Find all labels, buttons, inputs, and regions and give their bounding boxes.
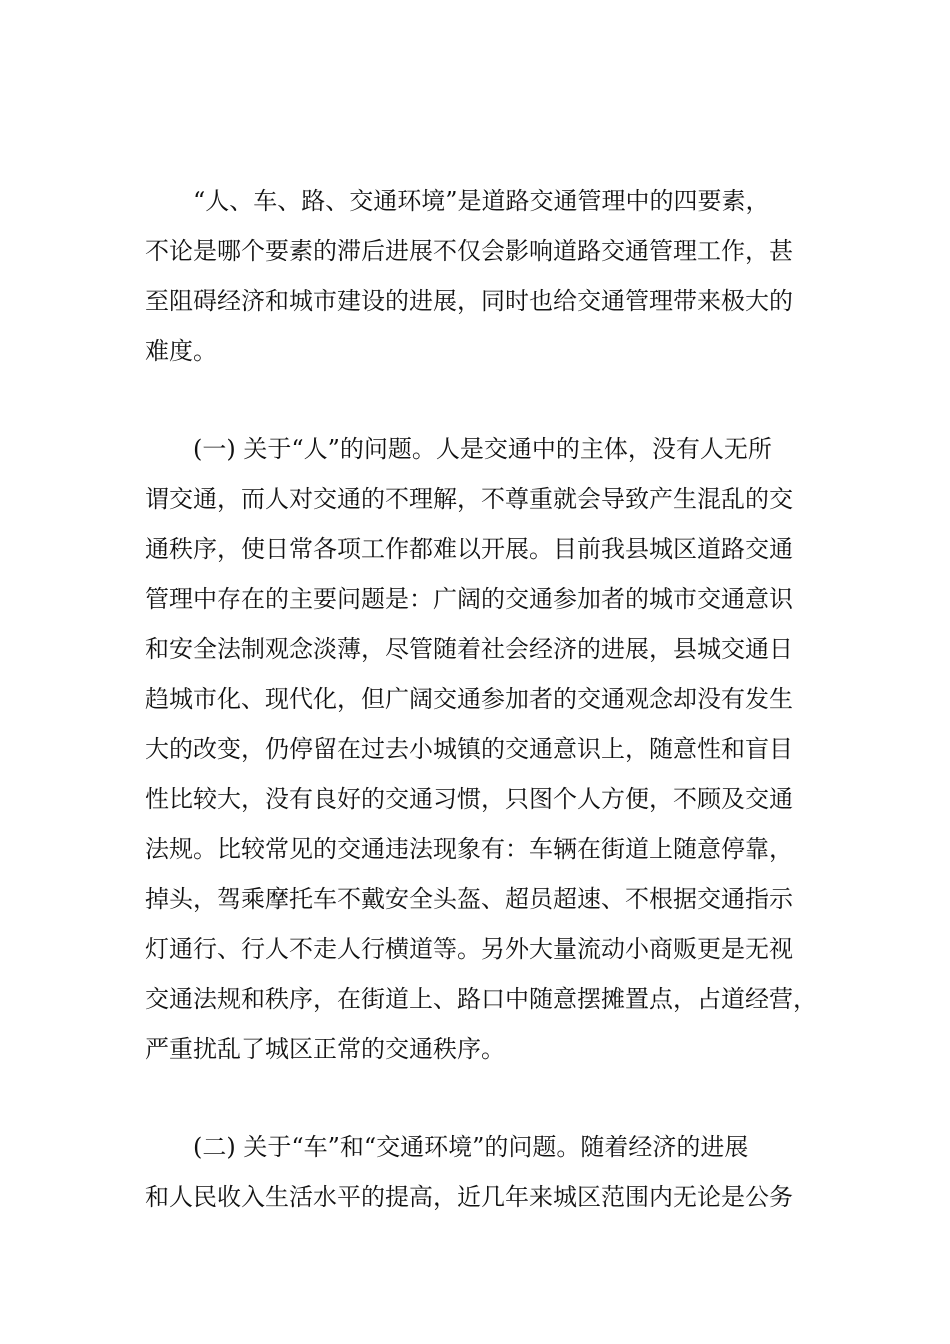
paragraph-1-line-4: 难度。 — [145, 337, 217, 365]
paragraph-2-line-11: 灯通行、行人不走人行横道等。另外大量流动小商贩更是无视 — [145, 935, 793, 963]
paragraph-2-line-3: 通秩序，使日常各项工作都难以开展。目前我县城区道路交通 — [145, 535, 793, 563]
paragraph-1-line-3: 至阻碍经济和城市建设的进展，同时也给交通管理带来极大的 — [145, 287, 793, 315]
paragraph-2-line-13: 严重扰乱了城区正常的交通秩序。 — [145, 1035, 505, 1063]
paragraph-2-line-1: (一) 关于“人”的问题。人是交通中的主体，没有人无所 — [193, 435, 772, 463]
paragraph-2-line-5: 和安全法制观念淡薄，尽管随着社会经济的进展，县城交通日 — [145, 635, 793, 663]
paragraph-2-line-12: 交通法规和秩序，在街道上、路口中随意摆摊置点，占道经营， — [145, 985, 817, 1013]
paragraph-2-line-7: 大的改变，仍停留在过去小城镇的交通意识上，随意性和盲目 — [145, 735, 793, 763]
paragraph-2-line-9: 法规。比较常见的交通违法现象有：车辆在街道上随意停靠， — [145, 835, 793, 863]
paragraph-2-line-8: 性比较大，没有良好的交通习惯，只图个人方便，不顾及交通 — [145, 785, 793, 813]
paragraph-2-line-2: 谓交通，而人对交通的不理解，不尊重就会导致产生混乱的交 — [145, 485, 793, 513]
paragraph-2-line-4: 管理中存在的主要问题是：广阔的交通参加者的城市交通意识 — [145, 585, 793, 613]
paragraph-2-line-10: 掉头，驾乘摩托车不戴安全头盔、超员超速、不根据交通指示 — [145, 885, 793, 913]
paragraph-2-line-6: 趋城市化、现代化，但广阔交通参加者的交通观念却没有发生 — [145, 685, 793, 713]
paragraph-1-line-2: 不论是哪个要素的滞后进展不仅会影响道路交通管理工作，甚 — [145, 237, 793, 265]
paragraph-3-line-1: (二) 关于“车”和“交通环境”的问题。随着经济的进展 — [193, 1133, 749, 1161]
paragraph-1-line-1: “人、车、路、交通环境”是道路交通管理中的四要素， — [193, 187, 770, 215]
paragraph-3-line-2: 和人民收入生活水平的提高，近几年来城区范围内无论是公务 — [145, 1183, 793, 1211]
